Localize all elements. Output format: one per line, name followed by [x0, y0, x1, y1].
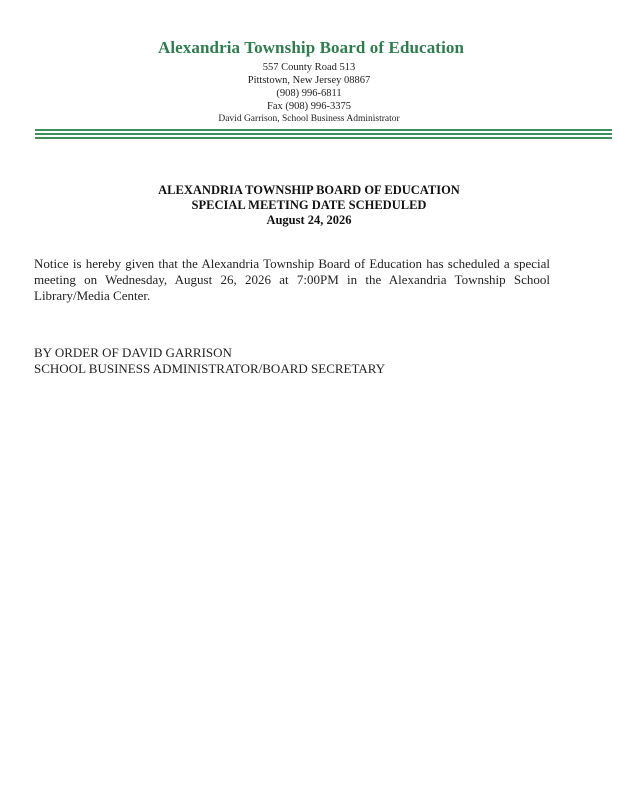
notice-body: Notice is hereby given that the Alexandria Township Board of Education has scheduled a special meeting on Wednesday, August 26, 2026 at 7:00PM in the Alexandria Township School Library/Media Center.	[34, 256, 550, 303]
fax-line: Fax (908) 996-3375	[267, 101, 351, 112]
header-divider-middle	[35, 133, 612, 135]
notice-heading-line2: SPECIAL MEETING DATE SCHEDULED	[191, 198, 427, 212]
letterhead	[0, 38, 618, 125]
notice-heading-line1: ALEXANDRIA TOWNSHIP BOARD OF EDUCATION	[158, 183, 460, 197]
signature-line2: SCHOOL BUSINESS ADMINISTRATOR/BOARD SECRETARY	[34, 361, 386, 376]
header-divider-bottom	[35, 137, 612, 139]
signature-block	[34, 345, 385, 377]
header-divider-top	[35, 129, 612, 131]
notice-date: August 24, 2026	[266, 213, 352, 227]
city-line: Pittstown, New Jersey 08867	[247, 75, 371, 86]
organization-name: Alexandria Township Board of Education	[157, 38, 465, 57]
administrator-line: David Garrison, School Business Administrator	[218, 114, 400, 124]
notice-title	[0, 183, 618, 228]
address-line: 557 County Road 513	[262, 62, 356, 73]
signature-line1: BY ORDER OF DAVID GARRISON	[34, 345, 232, 360]
phone-line: (908) 996-6811	[276, 88, 342, 99]
